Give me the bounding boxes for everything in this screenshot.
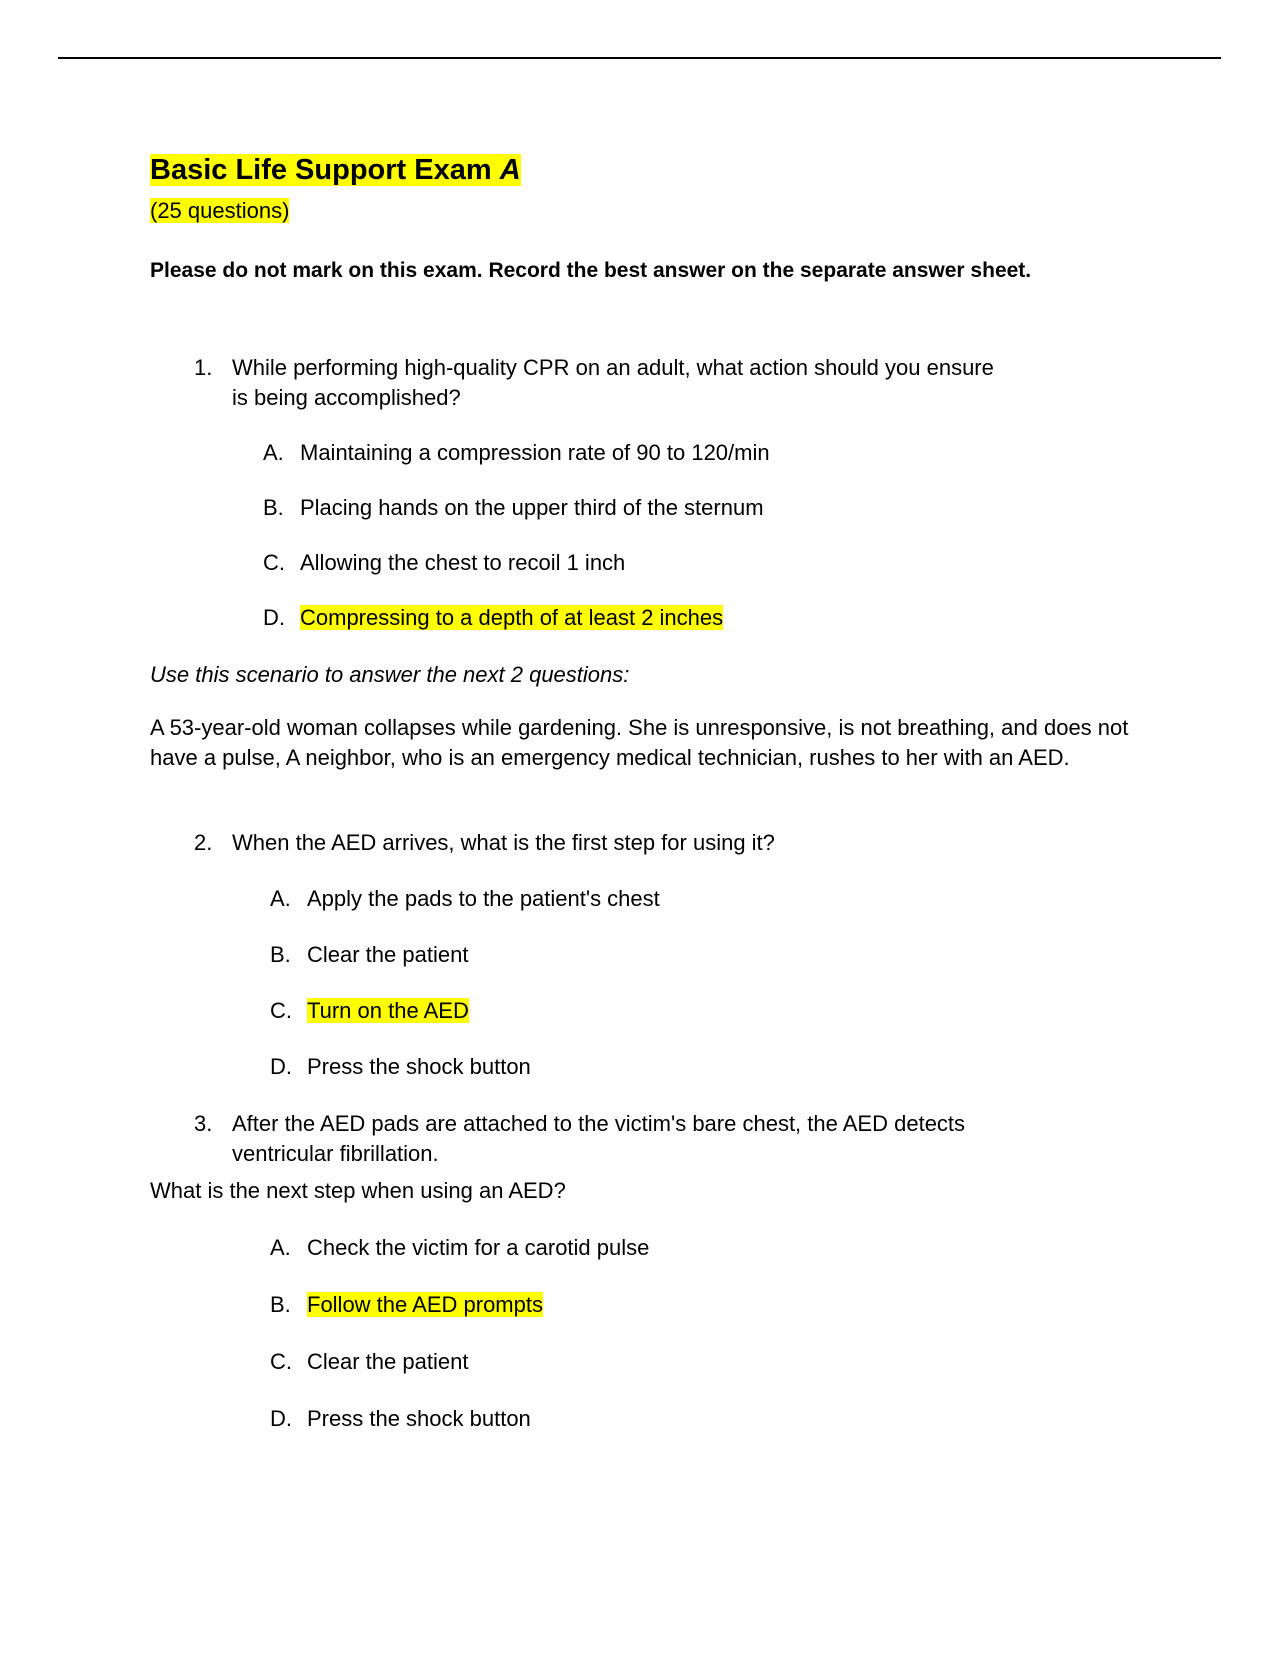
- question-3-text-line-2: ventricular fibrillation.: [232, 1141, 439, 1166]
- exam-title-text: Basic Life Support Exam: [150, 154, 492, 186]
- question-1-option-c: Allowing the chest to recoil 1 inch: [300, 550, 626, 575]
- question-2-option-a: Apply the pads to the patient's chest: [307, 886, 660, 911]
- question-3-number: 3.: [194, 1111, 213, 1136]
- question-1-option-c-letter: C.: [263, 550, 285, 575]
- question-3-option-b-letter: B.: [270, 1292, 291, 1317]
- exam-title: [150, 152, 521, 188]
- exam-title-version: A: [499, 154, 521, 186]
- question-2-text: When the AED arrives, what is the first step for using it?: [232, 830, 775, 855]
- question-3-option-b-highlight: Follow the AED prompts: [307, 1292, 543, 1317]
- question-3-option-b: [307, 1290, 543, 1320]
- header-rule: [58, 57, 1221, 59]
- question-2-option-c-letter: C.: [270, 998, 292, 1023]
- question-2-option-c-highlight: Turn on the AED: [307, 998, 469, 1023]
- question-count-text: (25 questions): [150, 198, 290, 223]
- question-2-option-a-letter: A.: [270, 886, 291, 911]
- exam-title-highlight: [150, 154, 521, 186]
- question-2-number: 2.: [194, 830, 213, 855]
- question-3-option-a-letter: A.: [270, 1235, 291, 1260]
- question-1-number: 1.: [194, 355, 213, 380]
- question-3-option-d: Press the shock button: [307, 1406, 531, 1431]
- question-1-option-a: Maintaining a compression rate of 90 to 120/min: [300, 440, 770, 465]
- question-2-option-d-letter: D.: [270, 1054, 292, 1079]
- question-1-option-d-letter: D.: [263, 605, 285, 630]
- question-2-option-d: Press the shock button: [307, 1054, 531, 1079]
- question-1-text-line-1: While performing high-quality CPR on an adult, what action should you ensure: [232, 355, 994, 380]
- question-3-option-c: Clear the patient: [307, 1349, 469, 1374]
- question-1-text-line-2: is being accomplished?: [232, 385, 461, 410]
- question-2-option-b: Clear the patient: [307, 942, 469, 967]
- scenario-text: A 53-year-old woman collapses while gardening. She is unresponsive, is not breathing, and does not have a pulse, A neighbor, who is an emergency medical technician, rushes to her with an AED.: [150, 715, 1129, 770]
- exam-instructions: Please do not mark on this exam. Record the best answer on the separate answer sheet.: [150, 259, 1032, 282]
- question-count: [150, 197, 289, 225]
- question-3-followup: What is the next step when using an AED?: [150, 1178, 566, 1203]
- question-1-option-b: Placing hands on the upper third of the sternum: [300, 495, 764, 520]
- question-1-option-d-highlight: Compressing to a depth of at least 2 inches: [300, 605, 724, 630]
- scenario-intro: Use this scenario to answer the next 2 questions:: [150, 662, 630, 687]
- question-3-option-d-letter: D.: [270, 1406, 292, 1431]
- question-1-option-d: [300, 603, 723, 633]
- question-1-option-b-letter: B.: [263, 495, 284, 520]
- question-3-option-a: Check the victim for a carotid pulse: [307, 1235, 650, 1260]
- question-3-text-line-1: After the AED pads are attached to the victim's bare chest, the AED detects: [232, 1111, 966, 1136]
- question-3-option-c-letter: C.: [270, 1349, 292, 1374]
- question-2-option-b-letter: B.: [270, 942, 291, 967]
- question-1-option-a-letter: A.: [263, 440, 284, 465]
- question-2-option-c: [307, 996, 469, 1026]
